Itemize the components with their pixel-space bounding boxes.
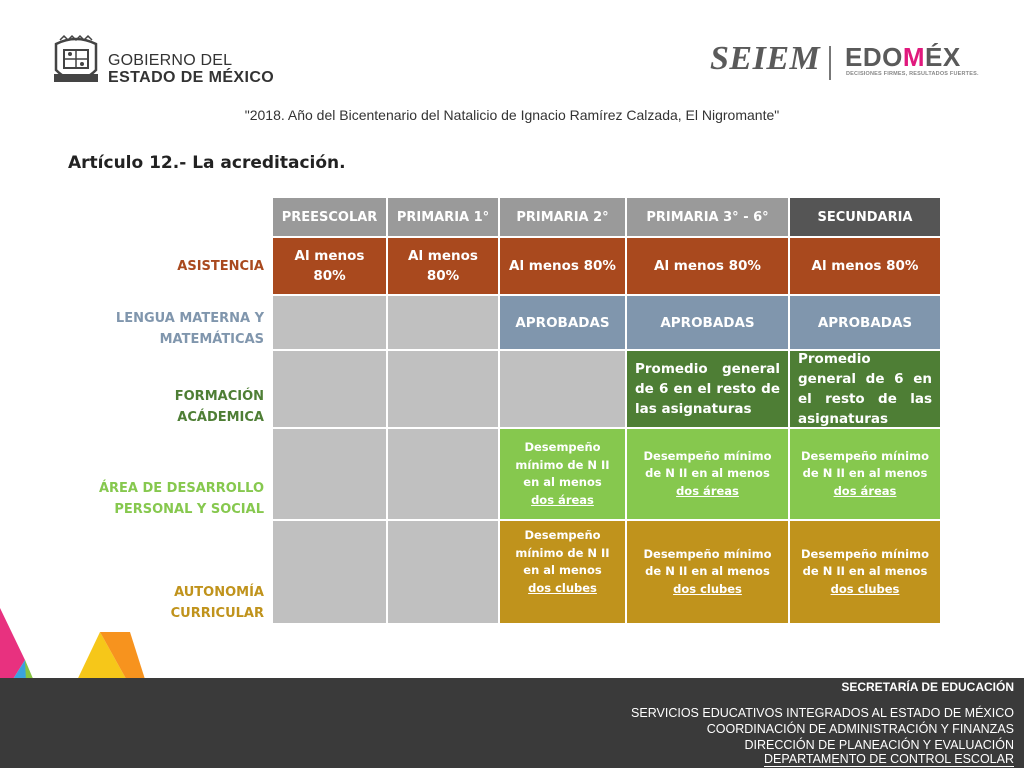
row-label-lengua	[60, 295, 264, 350]
header-preescolar: PREESCOLAR	[272, 197, 387, 237]
row-label-area-desarrollo	[60, 428, 264, 520]
cell-area-preescolar-empty	[272, 428, 387, 520]
cell-area-secundaria	[789, 428, 941, 520]
footer-line-3: DIRECCIÓN DE PLANEACIÓN Y EVALUACIÓN	[744, 738, 1014, 752]
footer-line-4: DEPARTAMENTO DE CONTROL ESCOLAR	[763, 752, 1014, 766]
cell-area-primaria-2-link: dos áreas	[531, 492, 594, 507]
header-primaria-3-6: PRIMARIA 3° - 6°	[626, 197, 789, 237]
row-label-lengua-1: LENGUA MATERNA Y	[115, 311, 264, 326]
row-label-area-1: ÁREA DE DESARROLLO	[98, 481, 264, 496]
cell-area-secundaria-link: dos áreas	[833, 483, 897, 498]
cell-autonomia-secundaria-text: Desempeño mínimo de N II en al menos	[800, 546, 930, 579]
gov-line2: ESTADO DE MÉXICO	[108, 69, 275, 86]
cell-area-secundaria-text: Desempeño mínimo de N II en al menos	[800, 448, 930, 481]
year-motto: "2018. Año del Bicentenario del Natalicio de Ignacio Ramírez Calzada, El Nigromante"	[244, 107, 780, 123]
gov-wordmark	[108, 52, 274, 86]
cell-lengua-primaria-2: APROBADAS	[499, 295, 626, 350]
footer-line-1: SERVICIOS EDUCATIVOS INTEGRADOS AL ESTADO DE MÉXICO	[631, 706, 1014, 720]
cell-area-primaria-3-6-text: Desempeño mínimo de N II en al menos	[643, 448, 772, 481]
row-label-formacion	[100, 350, 264, 428]
cell-autonomia-primaria-2-text: Desempeño mínimo de N II en al menos	[515, 528, 610, 577]
article-title: Artículo 12.- La acreditación.	[68, 153, 346, 173]
row-label-formacion-2: ACÁDEMICA	[177, 410, 264, 425]
cell-autonomia-primaria-3-6	[626, 520, 789, 624]
gov-line1: GOBIERNO DEL	[108, 52, 233, 69]
cell-asistencia-preescolar: Al menos 80%	[272, 237, 387, 295]
cell-autonomia-primaria-3-6-text: Desempeño mínimo de N II en al menos	[643, 546, 772, 579]
cell-formacion-primaria-2-empty	[499, 350, 626, 428]
cell-autonomia-primaria-3-6-link: dos clubes	[673, 581, 742, 596]
row-label-autonomia-2: CURRICULAR	[170, 606, 264, 621]
footer-line-2: COORDINACIÓN DE ADMINISTRACIÓN Y FINANZAS	[706, 722, 1014, 736]
cell-autonomia-secundaria	[789, 520, 941, 624]
row-label-formacion-1: FORMACIÓN	[174, 389, 264, 404]
row-label-lengua-2: MATEMÁTICAS	[159, 332, 264, 347]
cell-asistencia-primaria-1: Al menos 80%	[387, 237, 499, 295]
cell-formacion-primaria-3-6: Promedio general de 6 en el resto de las asignaturas	[626, 350, 789, 428]
cell-autonomia-primaria-2	[499, 520, 626, 624]
footer-title: SECRETARÍA DE EDUCACIÓN	[841, 680, 1014, 694]
coat-of-arms-logo	[50, 34, 102, 88]
edomex-logo	[845, 42, 961, 73]
cell-asistencia-primaria-2: Al menos 80%	[499, 237, 626, 295]
edomex-tagline: DECISIONES FIRMES, RESULTADOS FUERTES.	[846, 71, 979, 77]
edomex-prefix: EDO	[845, 42, 903, 72]
seiem-logo: SEIEM	[710, 40, 821, 77]
cell-autonomia-primaria-2-link: dos clubes	[528, 580, 597, 595]
header-secundaria: SECUNDARIA	[789, 197, 941, 237]
row-label-autonomia-1: AUTONOMÍA	[174, 585, 264, 600]
header-primaria-1: PRIMARIA 1°	[387, 197, 499, 237]
cell-lengua-preescolar-empty	[272, 295, 387, 350]
cell-area-primaria-1-empty	[387, 428, 499, 520]
cell-formacion-primaria-1-empty	[387, 350, 499, 428]
edomex-suffix: ÉX	[925, 42, 961, 72]
row-label-asistencia	[100, 237, 264, 295]
cell-formacion-secundaria: Promedio general de 6 en el resto de las asignaturas	[789, 350, 941, 428]
cell-autonomia-primaria-1-empty	[387, 520, 499, 624]
header-primaria-2: PRIMARIA 2°	[499, 197, 626, 237]
cell-area-primaria-2-text: Desempeño mínimo de N II en al menos	[515, 440, 610, 489]
cell-autonomia-secundaria-link: dos clubes	[830, 581, 900, 596]
cell-area-primaria-3-6-link: dos áreas	[676, 483, 739, 498]
edomex-mid: M	[902, 42, 926, 72]
cell-lengua-primaria-3-6: APROBADAS	[626, 295, 789, 350]
cell-area-primaria-2	[499, 428, 626, 520]
cell-autonomia-preescolar-empty	[272, 520, 387, 624]
cell-asistencia-primaria-3-6: Al menos 80%	[626, 237, 789, 295]
cell-asistencia-secundaria: Al menos 80%	[789, 237, 941, 295]
row-label-area-2: PERSONAL Y SOCIAL	[114, 502, 264, 517]
cell-lengua-primaria-1-empty	[387, 295, 499, 350]
cell-lengua-secundaria: APROBADAS	[789, 295, 941, 350]
logo-separator	[829, 46, 831, 80]
cell-area-primaria-3-6	[626, 428, 789, 520]
row-label-asistencia-text: ASISTENCIA	[177, 258, 264, 274]
cell-formacion-preescolar-empty	[272, 350, 387, 428]
